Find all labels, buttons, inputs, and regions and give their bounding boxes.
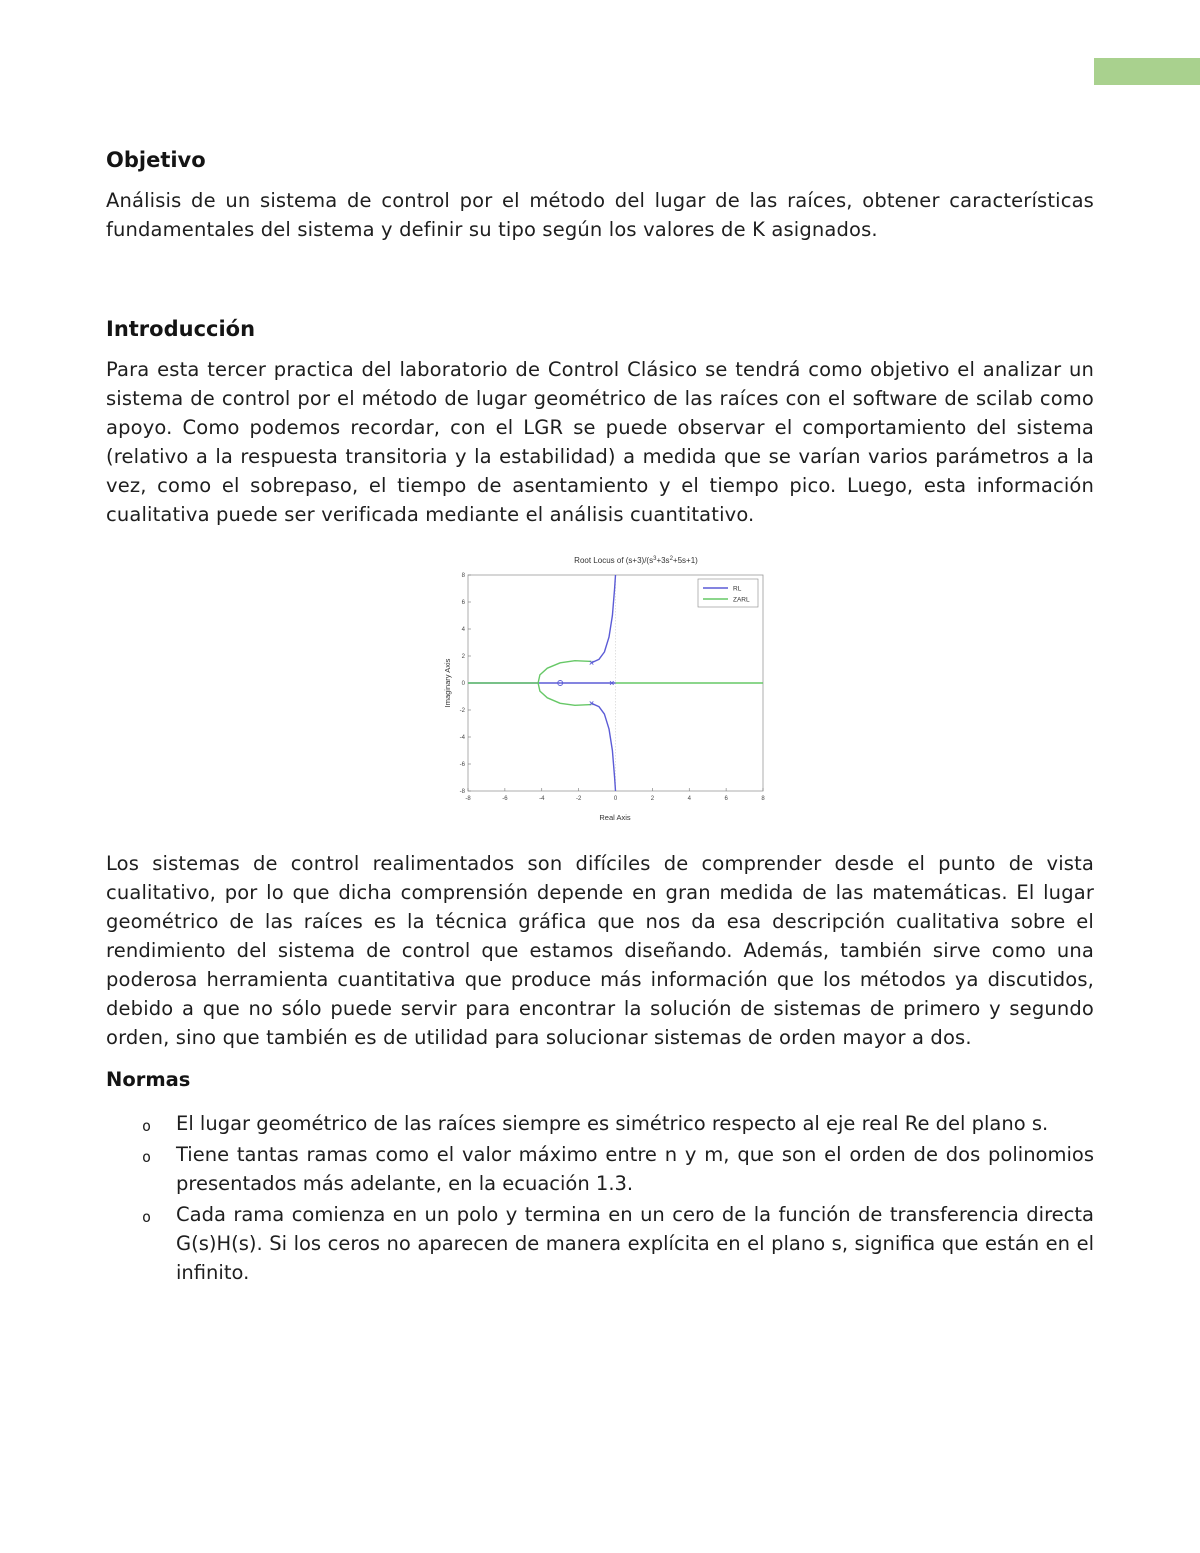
list-item-text: Tiene tantas ramas como el valor máximo entre n y m, que son el orden de dos polinomios presentados más adelante, en la ecuación 1.3. — [176, 1143, 1094, 1195]
header-accent-tab — [1094, 58, 1200, 85]
list-item-text: El lugar geométrico de las raíces siempre es simétrico respecto al eje real Re del plano s. — [176, 1112, 1049, 1135]
chart-title: Root Locus of $(s+3)/(s^3+3s^2+5s+1)$ — [574, 556, 698, 565]
chart-legend — [698, 579, 758, 607]
x-axis-label: Real Axis — [599, 813, 631, 822]
y-tick-label: 6 — [461, 600, 465, 606]
document-body — [106, 145, 1094, 1289]
normas-list — [106, 1109, 1094, 1287]
x-tick-label: -6 — [502, 796, 508, 802]
y-tick-label: -4 — [459, 735, 465, 741]
x-tick-label: 6 — [724, 796, 728, 802]
x-tick-label: 4 — [687, 796, 691, 802]
legend-entry: RL — [733, 585, 742, 593]
root-locus-figure — [440, 547, 780, 837]
bullet-icon: o — [142, 1208, 152, 1226]
x-tick-label: 0 — [613, 796, 618, 802]
x-tick-label: 2 — [650, 796, 655, 802]
y-tick-label: 0 — [461, 681, 465, 687]
x-tick-label: -2 — [575, 796, 582, 802]
bullet-icon: o — [142, 1117, 152, 1135]
heading-normas: Normas — [106, 1068, 191, 1091]
y-tick-label: -2 — [459, 708, 465, 714]
paragraph-sistemas: Los sistemas de control realimentados son difíciles de comprender desde el punto de vista cualitativo, por lo que dicha comprensión depende en gran medida de las matemáticas. El lugar geométrico de las raíces es la técnica gráfica que nos da esa descripción cualitativa sobre el rendimiento del sistema de control que estamos diseñando. Además, también sirve como una poderosa herramienta cuantitativa que produce más información que los métodos ya discutidos, debido a que no sólo puede servir para encontrar la solución de sistemas de primero y segundo orden, sino que también es de utilidad para solucionar sistemas de orden mayor a dos. — [106, 852, 1094, 1049]
root-locus-chart — [440, 547, 780, 837]
y-tick-label: -6 — [459, 762, 465, 768]
x-tick-label: 8 — [761, 796, 765, 802]
list-item — [106, 1109, 1094, 1138]
x-tick-label: -4 — [539, 796, 545, 802]
heading-introduccion: Introducción — [106, 317, 256, 341]
x-tick-label: -8 — [465, 796, 471, 802]
list-item — [106, 1140, 1094, 1198]
legend-entry: ZARL — [733, 596, 750, 604]
y-axis-label: Imaginary Axis — [443, 658, 452, 708]
paragraph-objetivo: Análisis de un sistema de control por el método del lugar de las raíces, obtener características fundamentales del sistema y definir su tipo según los valores de K asignados. — [106, 189, 1094, 241]
list-item — [106, 1200, 1094, 1287]
heading-objetivo: Objetivo — [106, 148, 206, 172]
paragraph-introduccion: Para esta tercer practica del laboratorio de Control Clásico se tendrá como objetivo el analizar un sistema de control por el método de lugar geométrico de las raíces con el software de scilab como apoyo. Como podemos recordar, con el LGR se puede observar el comportamiento del sistema (relativo a la respuesta transitoria y la estabilidad) a medida que se varían varios parámetros a la vez, como el sobrepaso, el tiempo de asentamiento y el tiempo pico. Luego, esta información cualitativa puede ser verificada mediante el análisis cuantitativo. — [106, 358, 1094, 526]
bullet-icon: o — [142, 1148, 152, 1166]
y-tick-label: 2 — [461, 654, 465, 660]
y-tick-label: 4 — [461, 627, 465, 633]
list-item-text: Cada rama comienza en un polo y termina en un cero de la función de transferencia directa G(s)H(s). Si los ceros no aparecen de manera explícita en el plano s, significa que están en el infinito. — [176, 1203, 1094, 1284]
y-tick-label: 8 — [461, 573, 465, 579]
y-tick-label: -8 — [459, 789, 465, 795]
